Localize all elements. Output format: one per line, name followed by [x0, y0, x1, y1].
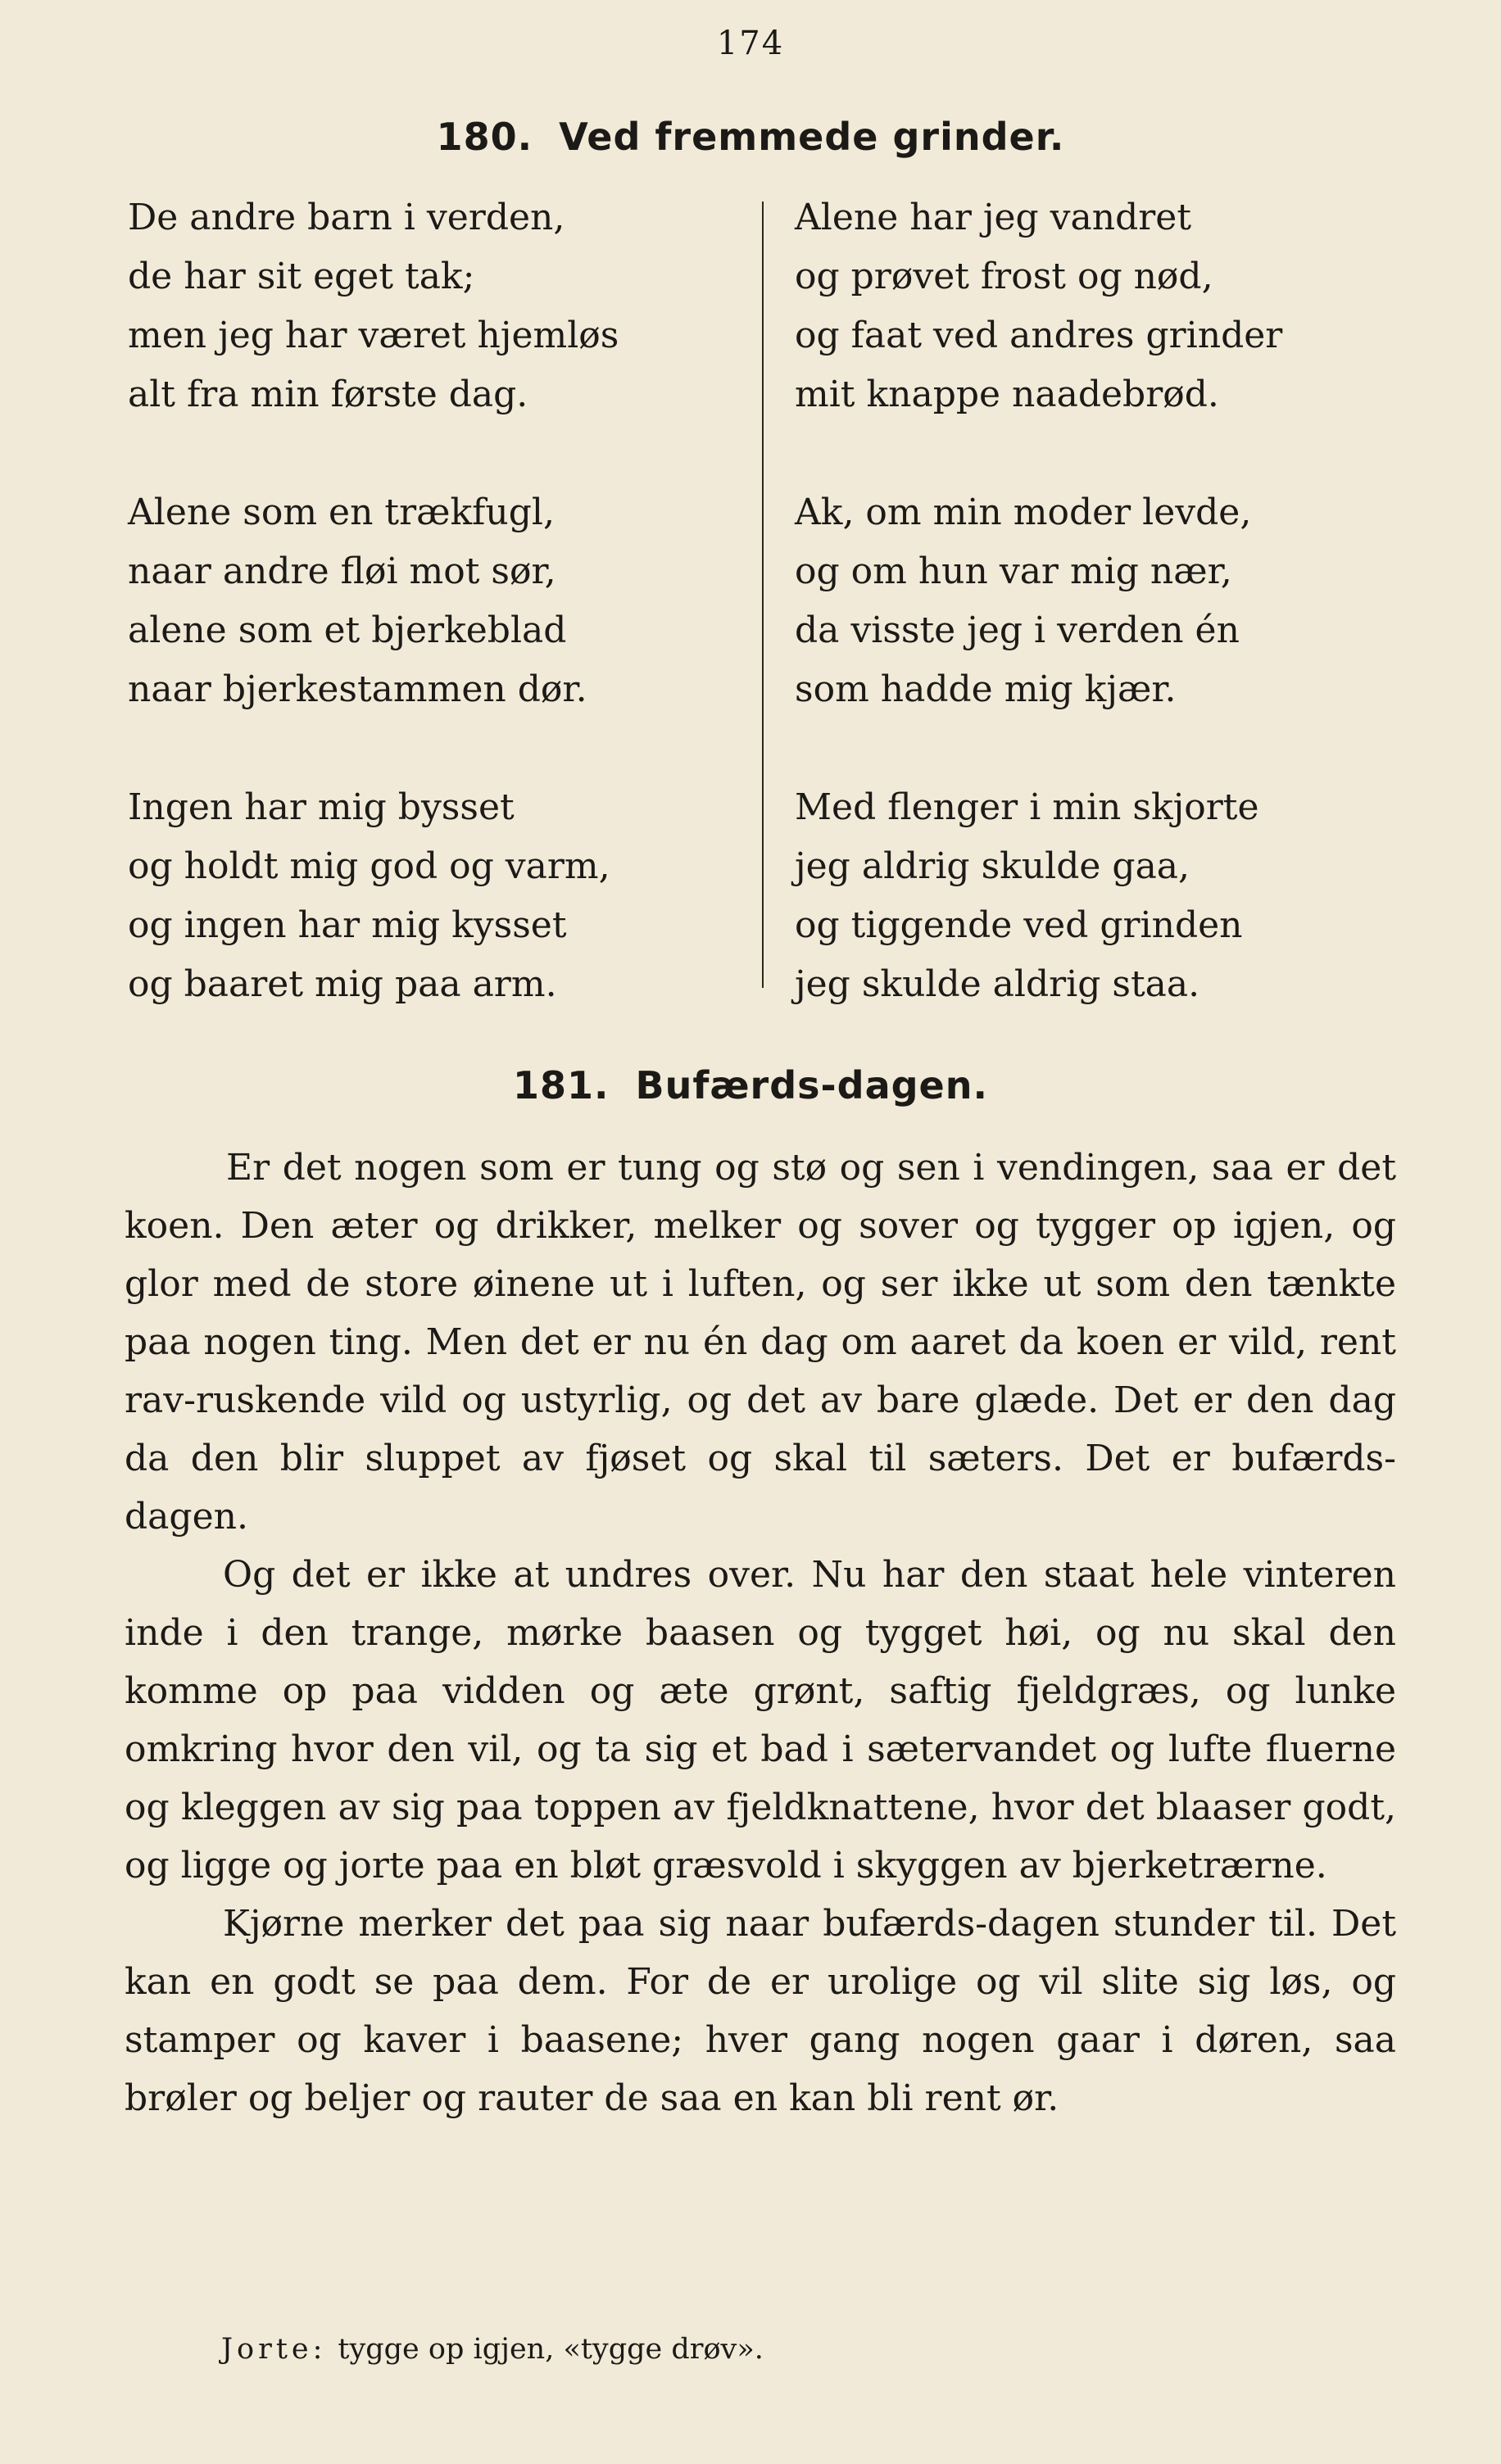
- section-181-number: 181.: [513, 1063, 610, 1107]
- verse-line: og baaret mig paa arm.: [128, 963, 557, 1005]
- section-180-number: 180.: [436, 115, 533, 159]
- verse-line: Med flenger i min skjorte: [795, 786, 1259, 828]
- column-divider: [762, 202, 764, 988]
- page-number: 174: [716, 25, 785, 62]
- stanza: [128, 778, 750, 1014]
- footnote: [221, 2333, 764, 2366]
- verse-line: mit knappe naadebrød.: [795, 374, 1219, 415]
- stanza: [795, 778, 1417, 1014]
- verse-line: og prøvet frost og nød,: [795, 256, 1213, 297]
- verse-line: men jeg har været hjemløs: [128, 315, 619, 356]
- stanza: [795, 188, 1417, 424]
- verse-line: de har sit eget tak;: [128, 256, 475, 297]
- stanza: [128, 188, 750, 424]
- verse-line: jeg skulde aldrig staa.: [795, 963, 1200, 1005]
- verse-line: naar andre fløi mot sør,: [128, 550, 556, 592]
- verse-line: alene som et bjerkeblad: [128, 609, 567, 651]
- verse-line: De andre barn i verden,: [128, 197, 565, 238]
- verse-line: naar bjerkestammen dør.: [128, 668, 587, 710]
- verse-line: og faat ved andres grinder: [795, 315, 1283, 356]
- verse-line: Alene har jeg vandret: [795, 197, 1192, 238]
- section-181-title: Bufærds-dagen.: [635, 1063, 988, 1107]
- verse-line: og om hun var mig nær,: [795, 550, 1232, 592]
- section-180-title: Ved fremmede grinder.: [559, 115, 1065, 159]
- poem-right-column: [795, 188, 1417, 1014]
- paragraph: Og det er ikke at undres over. Nu har den staat hele vinteren inde i den trange, mørke baasen og tygget høi, og nu skal den komme op paa vidden og æte grønt, saftig fjeldgræs, og lunke omkring hvor den vil, og ta sig et bad i sætervandet og lufte fluerne og kleggen av sig paa toppen av fjeldknattene, hvor det blaaser godt, og ligge og jorte paa en bløt græsvold i skyggen av bjerketrærne.: [125, 1554, 1396, 1886]
- verse-line: alt fra min første dag.: [128, 374, 528, 415]
- prose-body: [125, 1139, 1396, 2127]
- verse-line: jeg aldrig skulde gaa,: [795, 845, 1190, 887]
- section-180-heading: [0, 115, 1501, 159]
- footnote-term: Jorte:: [221, 2333, 327, 2366]
- verse-line: Ak, om min moder levde,: [795, 491, 1252, 533]
- poem-left-column: [128, 188, 750, 1014]
- verse-line: som hadde mig kjær.: [795, 668, 1177, 710]
- verse-line: Alene som en trækfugl,: [128, 491, 555, 533]
- paragraph: Er det nogen som er tung og stø og sen i vendingen, saa er det koen. Den æter og drikker, melker og sover og tygger op igjen, og glor med de store øinene ut i luften, og ser ikke ut som den tænkte paa nogen ting. Men det er nu én dag om aaret da koen er vild, rent rav-ruskende vild og ustyrlig, og det av bare glæde. Det er den dag da den blir sluppet av fjøset og skal til sæters. Det er bufærds-dagen.: [125, 1147, 1396, 1538]
- paragraph: Kjørne merker det paa sig naar bufærds-dagen stunder til. Det kan en godt se paa dem. For de er urolige og vil slite sig løs, og stamper og kaver i baasene; hver gang nogen gaar i døren, saa brøler og beljer og rauter de saa en kan bli rent ør.: [125, 1903, 1396, 2119]
- verse-line: og holdt mig god og varm,: [128, 845, 610, 887]
- footnote-definition: tygge op igjen, «tygge drøv».: [338, 2333, 764, 2366]
- verse-line: og ingen har mig kysset: [128, 904, 567, 946]
- stanza: [795, 483, 1417, 719]
- verse-line: da visste jeg i verden én: [795, 609, 1240, 651]
- verse-line: og tiggende ved grinden: [795, 904, 1243, 946]
- section-181-heading: [0, 1063, 1501, 1107]
- stanza: [128, 483, 750, 719]
- verse-line: Ingen har mig bysset: [128, 786, 515, 828]
